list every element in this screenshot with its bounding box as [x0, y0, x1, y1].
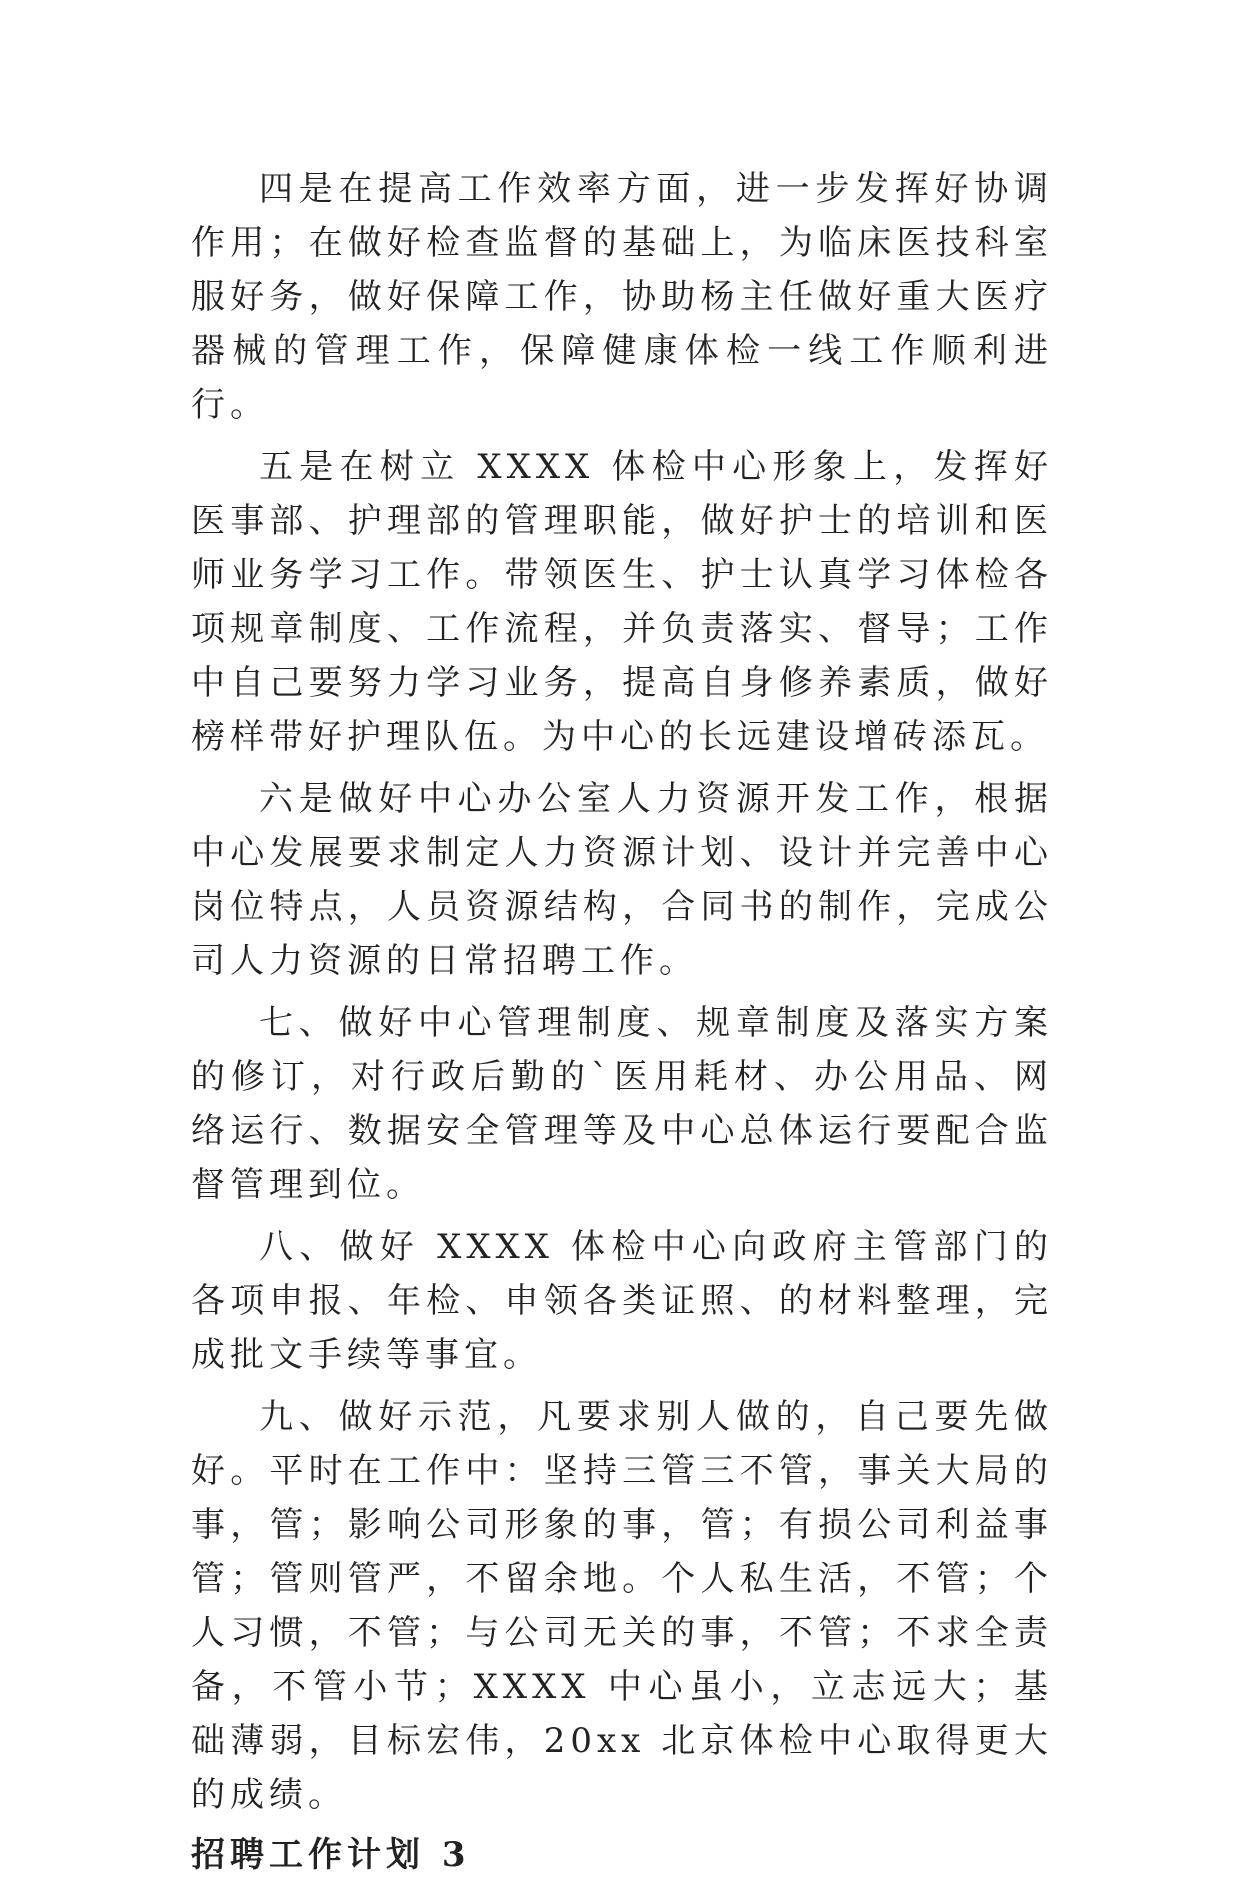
paragraph-licensing: 八、做好 XXXX 体检中心向政府主管部门的各项申报、年检、申领各类证照、的材料整理，完成批文手续等事宜。 [191, 1227, 1053, 1375]
paragraph-leading-by-example: 九、做好示范，凡要求别人做的，自己要先做好。平时在工作中：坚持三管三不管，事关大局的事，管；影响公司形象的事，管；有损公司利益事管；管则管严，不留余地。个人私生活，不管；个人习惯，不管；与公司无关的事，不管；不求全责备，不管小节；XXXX 中心虽小，立志远大；基础薄弱，目标宏伟，20xx 北京体检中心取得更大的成绩。 [191, 1397, 1053, 1815]
paragraph-regulations: 七、做好中心管理制度、规章制度及落实方案的修订，对行政后勤的`医用耗材、办公用品、网络运行、数据安全管理等及中心总体运行要配合监督管理到位。 [191, 1003, 1053, 1205]
section-heading: 招聘工作计划 3 [191, 1835, 471, 1875]
paragraph-hr-development: 六是做好中心办公室人力资源开发工作，根据中心发展要求制定人力资源计划、设计并完善中心岗位特点，人员资源结构，合同书的制作，完成公司人力资源的日常招聘工作。 [191, 779, 1053, 981]
document-body [191, 162, 1053, 1882]
paragraph-image-building: 五是在树立 XXXX 体检中心形象上，发挥好医事部、护理部的管理职能，做好护士的培训和医师业务学习工作。带领医生、护士认真学习体检各项规章制度、工作流程，并负责落实、督导；工作中自己要努力学习业务，提高自身修养素质，做好榜样带好护理队伍。为中心的长远建设增砖添瓦。 [191, 447, 1053, 757]
paragraph-efficiency: 四是在提高工作效率方面，进一步发挥好协调作用；在做好检查监督的基础上，为临床医技科室服好务，做好保障工作，协助杨主任做好重大医疗器械的管理工作，保障健康体检一线工作顺利进行。 [191, 169, 1053, 425]
